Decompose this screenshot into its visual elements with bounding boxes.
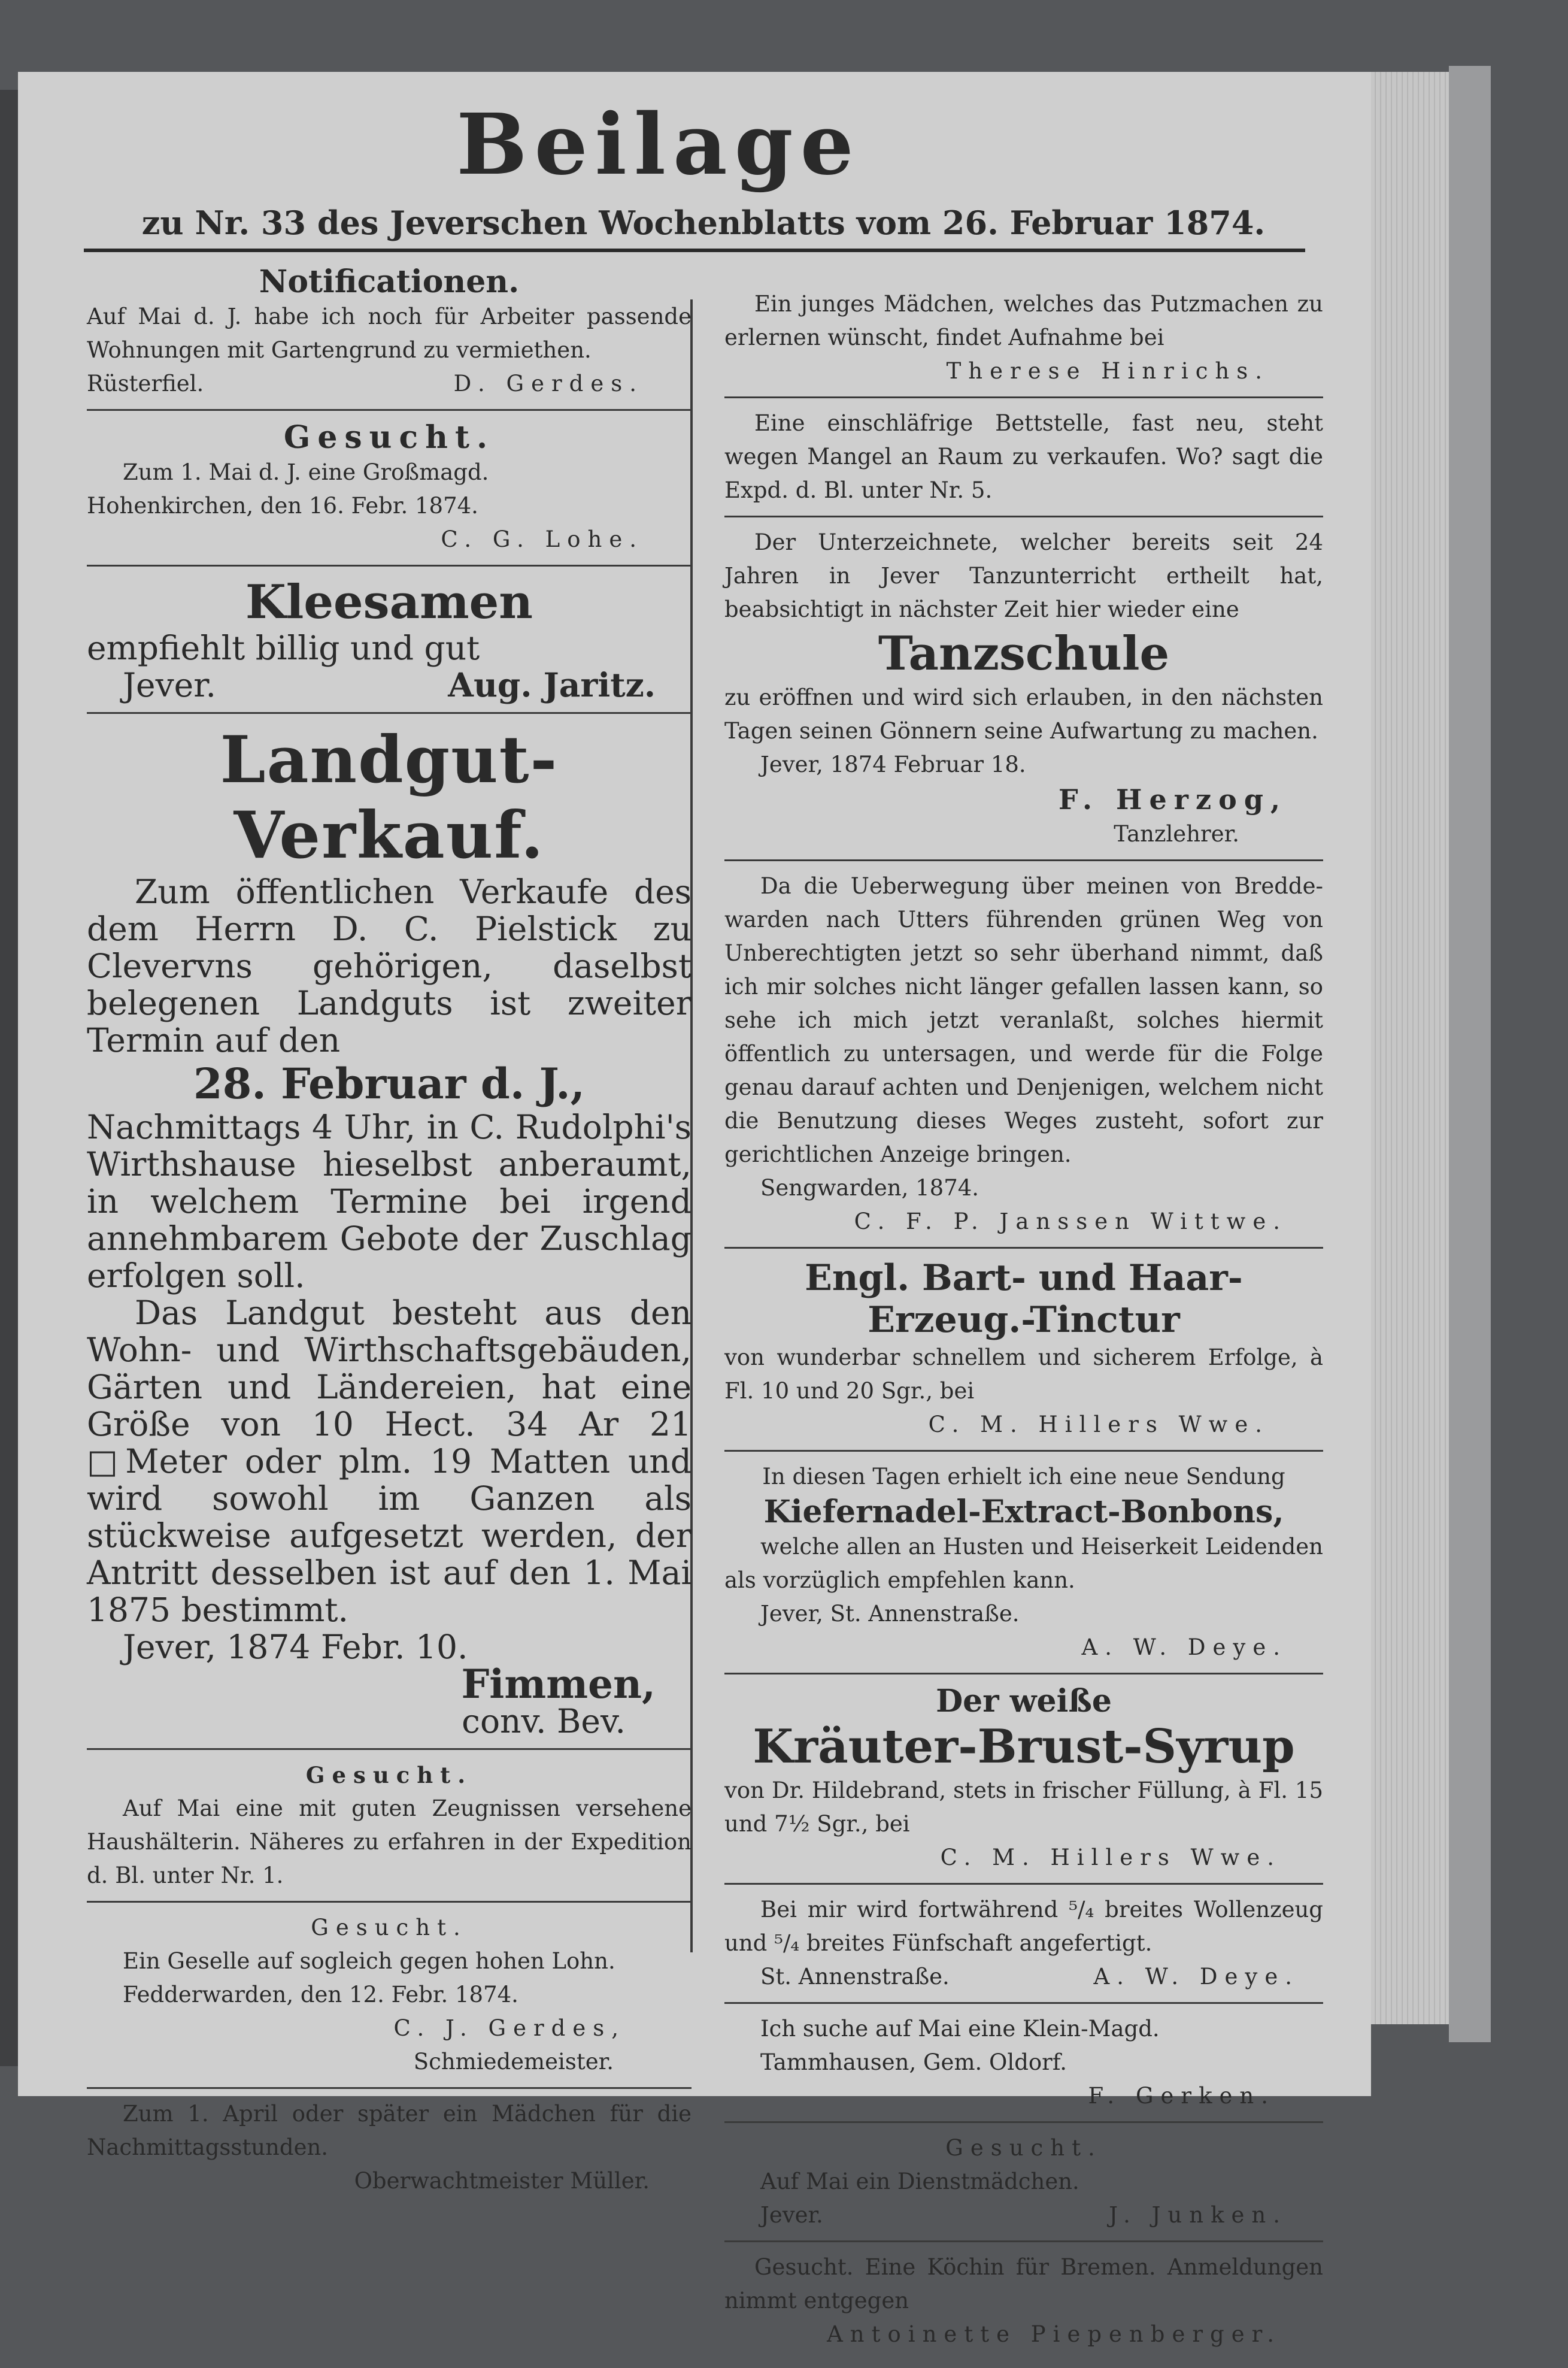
ad-text: Eine einschläfrige Bettstelle, fast neu, steht wegen Mangel an Raum zu verkaufen. Wo? sagt die Expd. d. Bl. unter Nr. 5. xyxy=(724,410,1323,503)
ad-heading: Engl. Bart- und Haar- xyxy=(805,1257,1243,1299)
ad-gesucht-geselle xyxy=(87,1911,692,2089)
masthead-title: Beilage xyxy=(456,96,861,194)
masthead-rule xyxy=(84,249,1305,252)
ad-kraeuter-syrup xyxy=(724,1683,1323,1885)
ad-text: Auf Mai d. J. habe ich noch für Arbeiter passende Wohnungen mit Gartengrund zu vermiethen. xyxy=(87,304,692,363)
masthead-subtitle: zu Nr. 33 des Jeverschen Wochenblatts vom 26. Februar 1874. xyxy=(141,204,1266,242)
ad-signature: Oberwachtmeister Müller. xyxy=(354,2168,650,2194)
ad-text: zu eröffnen und wird sich erlauben, in den nächsten Tagen seinen Gönnern seine Aufwartung zu machen. xyxy=(724,685,1323,744)
ad-date: 28. Februar d. J., xyxy=(193,1059,585,1109)
ad-signature: Therese Hinrichs. xyxy=(946,358,1269,384)
page-stack-edge xyxy=(1371,72,1449,2024)
ad-gesucht-haushaelterin xyxy=(87,1758,692,1903)
ad-line: Ich suche auf Mai eine Klein-Magd. xyxy=(760,2016,1160,2042)
ad-signature-title: Schmiedemeister. xyxy=(413,2049,614,2075)
ad-koechin xyxy=(724,2251,1323,2360)
ad-text: Gesucht. Eine Köchin für Bremen. Anmeldungen nimmt entgegen xyxy=(724,2254,1323,2314)
ad-putzmachen xyxy=(724,287,1323,398)
left-column xyxy=(87,264,692,2215)
ad-gesucht-grossmagd xyxy=(87,419,692,567)
ad-heading: Kleesamen xyxy=(245,575,533,629)
ad-heading: Landgut-Verkauf. xyxy=(220,722,559,873)
ad-heading: Gesucht. xyxy=(305,1762,473,1788)
ad-signature: Fimmen, xyxy=(461,1661,656,1707)
ad-heading: Tanzschule xyxy=(878,626,1170,681)
page-edge-left xyxy=(0,90,18,2066)
ad-dienstmaedchen xyxy=(724,2131,1323,2242)
ad-signature: C. J. Gerdes, xyxy=(393,2015,626,2041)
right-column xyxy=(724,287,1323,2368)
ad-weg-verbot xyxy=(724,870,1323,1249)
ad-paragraph: Das Landgut besteht aus den Wohn- und Wirthschaftsgebäuden, Gärten und Ländereien, hat eine Größe von 10 Hect. 34 Ar 21 □Meter oder plm. 19 Matten und wird sowohl im Ganzen als stückweise aufgesetzt werden, der Antritt desselben ist auf den 1. Mai 1875 bestimmt. xyxy=(87,1294,692,1629)
ad-place: Jever. xyxy=(760,2202,823,2228)
ad-heading: Kräuter-Brust-Syrup xyxy=(753,1719,1295,1774)
ad-signature: A. W. Deye. xyxy=(1081,1634,1287,1660)
ad-line: Ein Geselle auf sogleich gegen hohen Lohn. xyxy=(123,1948,615,1974)
ad-heading: Gesucht. xyxy=(311,1915,468,1940)
ad-signature: C. M. Hillers Wwe. xyxy=(928,1412,1269,1437)
ad-place: Jever, 1874 Febr. 10. xyxy=(123,1628,468,1666)
ad-signature: C. G. Lohe. xyxy=(441,526,644,552)
ad-place: Jever, 1874 Februar 18. xyxy=(760,752,1026,777)
ad-intro: Der Unterzeichnete, welcher bereits seit 24 Jahren in Jever Tanzunterricht ertheilt hat, beabsichtigt in nächster Zeit hier wieder eine xyxy=(724,529,1323,622)
ad-paragraph: Nachmittags 4 Uhr, in C. Rudolphi's Wirthshause hieselbst anberaumt, in welchem Termine bei irgend annehmbarem Gebote der Zuschlag erfolgen soll. xyxy=(87,1108,692,1295)
ad-signature-title: conv. Bev. xyxy=(462,1702,626,1740)
ad-heading: Erzeug.-Tinctur xyxy=(868,1299,1180,1341)
ad-text: Bei mir wird fortwährend ⁵/₄ breites Wollenzeug und ⁵/₄ breites Fünfschaft angefertigt. xyxy=(724,1897,1323,1956)
ad-signature-title: Tanzlehrer. xyxy=(1114,821,1239,847)
ad-heading: Kiefernadel-Extract-Bonbons, xyxy=(763,1494,1284,1530)
ad-kiefernadel xyxy=(724,1460,1323,1674)
ad-wollenzeug xyxy=(724,1893,1323,2004)
ad-landgut-verkauf xyxy=(87,722,692,1750)
ad-signature: C. F. P. Janssen Wittwe. xyxy=(854,1209,1287,1234)
ad-text: welche allen an Husten und Heiserkeit Leidenden als vorzüglich empfehlen kann. xyxy=(724,1534,1323,1593)
ad-signature: F. Gerken. xyxy=(1088,2083,1275,2109)
ad-line: Hohenkirchen, den 16. Febr. 1874. xyxy=(87,493,478,519)
ad-signature: C. M. Hillers Wwe. xyxy=(940,1845,1281,1870)
ad-signature: D. Gerdes. xyxy=(453,371,644,396)
ad-signature: Antoinette Piepenberger. xyxy=(827,2321,1281,2347)
ad-klein-magd xyxy=(724,2012,1323,2123)
ad-place: Jever, St. Annenstraße. xyxy=(760,1601,1020,1627)
ad-place: Sengwarden, 1874. xyxy=(760,1175,979,1201)
ad-line: Auf Mai ein Dienstmädchen. xyxy=(760,2169,1079,2194)
ad-heading: Der weiße xyxy=(936,1683,1112,1719)
ad-line: empfiehlt billig und gut xyxy=(87,629,480,667)
ad-text: Da die Ueberwegung über meinen von Breddewarden nach Utters führenden grünen Weg von Unberechtigten jetzt so sehr überhand nimmt, daß ich mir solches nicht länger gefallen lassen kann, so sehe ich mich jetzt veranlaßt, solches hiermit öffentlich zu untersagen, und werde für die Folge genau darauf achten und Denjenigen, welchem nicht die Benutzung dieses Weges zusteht, sofort zur gerichtlichen Anzeige bringen. xyxy=(724,873,1323,1167)
ad-place: Jever. xyxy=(123,666,216,704)
ad-bettstelle xyxy=(724,407,1323,517)
ad-place: Rüsterfiel. xyxy=(87,371,204,396)
ad-signature: Aug. Jaritz. xyxy=(448,665,656,704)
ad-notificationen xyxy=(87,264,692,411)
ad-line: Zum 1. Mai d. J. eine Großmagd. xyxy=(123,459,489,485)
ad-signature: F. Herzog, xyxy=(1058,783,1287,816)
ad-bart-tinctur xyxy=(724,1257,1323,1452)
ad-kleesamen xyxy=(87,575,692,714)
ad-heading: Gesucht. xyxy=(283,419,495,456)
ad-intro: In diesen Tagen erhielt ich eine neue Sendung xyxy=(762,1464,1285,1489)
ad-heading: Notificationen. xyxy=(259,264,520,300)
ad-text: von wunderbar schnellem und sicherem Erfolge, à Fl. 10 und 20 Sgr., bei xyxy=(724,1345,1323,1404)
ad-maedchen-april xyxy=(87,2097,692,2206)
ad-tanzschule xyxy=(724,526,1323,861)
ad-place: St. Annenstraße. xyxy=(760,1964,950,1990)
book-spine xyxy=(1449,66,1491,2042)
ad-line: Fedderwarden, den 12. Febr. 1874. xyxy=(123,1982,518,2007)
ad-signature: J. Junken. xyxy=(1109,2202,1287,2228)
ad-signature: A. W. Deye. xyxy=(1093,1964,1299,1990)
ad-heading: Gesucht. xyxy=(945,2135,1102,2161)
ad-text: Zum 1. April oder später ein Mädchen für die Nachmittagsstunden. xyxy=(87,2101,692,2160)
ad-text: Ein junges Mädchen, welches das Putzmachen zu erlernen wünscht, findet Aufnahme bei xyxy=(724,291,1323,350)
ad-paragraph: Zum öffentlichen Verkaufe des dem Herrn D. C. Pielstick zu Clevervns gehörigen, daselbst belegenen Landguts ist zweiter Termin auf den xyxy=(87,873,692,1059)
ad-line: Tammhausen, Gem. Oldorf. xyxy=(760,2049,1067,2075)
ad-text: Auf Mai eine mit guten Zeugnissen versehene Haushälterin. Näheres zu erfahren in der Expedition d. Bl. unter Nr. 1. xyxy=(87,1795,692,1888)
ad-text: von Dr. Hildebrand, stets in frischer Füllung, à Fl. 15 und 7½ Sgr., bei xyxy=(724,1777,1323,1837)
